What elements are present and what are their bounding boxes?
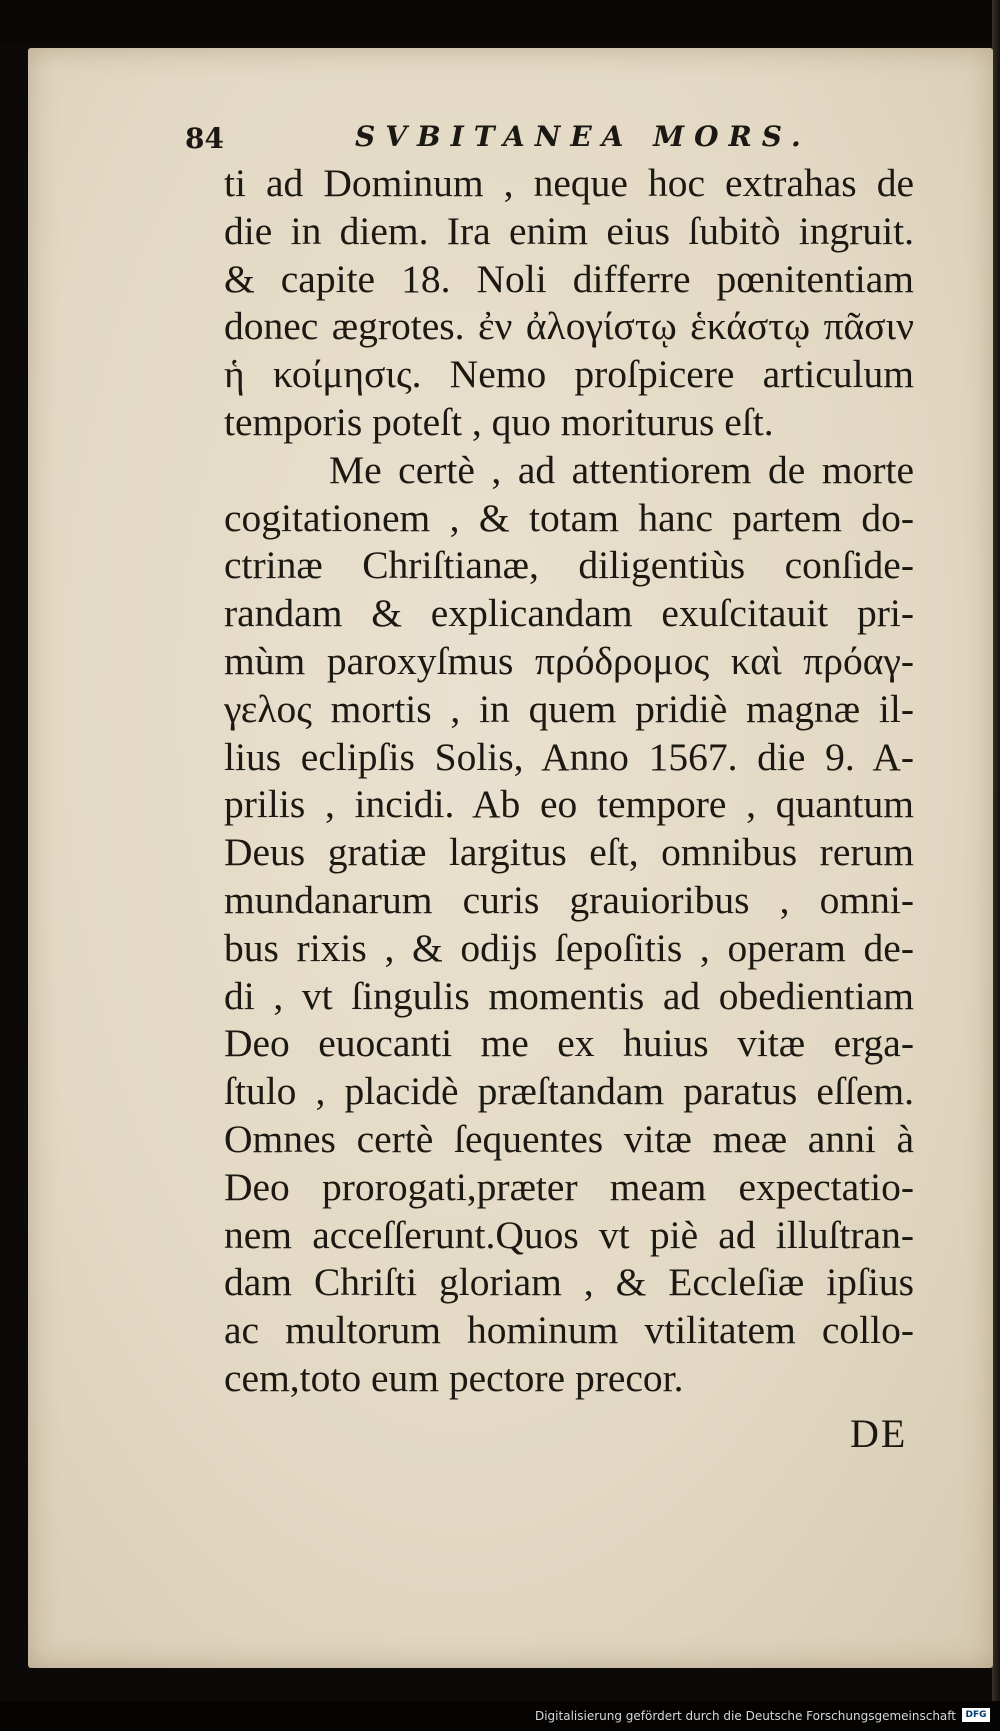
text-line: mundanarum curis grauioribus , omni-: [224, 877, 914, 922]
text-line: Deus gratiæ largitus eſt, omnibus rerum: [224, 830, 914, 875]
text-line: dam Chriſti gloriam , & Eccleſiæ ipſius: [224, 1260, 914, 1305]
text-line: lius eclipſis Solis, Anno 1567. die 9. A-: [224, 734, 914, 779]
text-line: prilis , incidi. Ab eo tempore , quantum: [224, 782, 914, 827]
scan-top-edge: [0, 0, 1000, 44]
text-line: & capite 18. Noli differre pœnitentiam: [224, 256, 914, 301]
catchword: DE: [850, 1411, 908, 1456]
digitization-credit: Digitalisierung gefördert durch die Deutsche Forschungsgemeinschaft: [534, 1709, 956, 1723]
text-line: γελος mortis , in quem pridiè magnæ il-: [224, 686, 914, 731]
text-line: cogitationem , & totam hanc partem do-: [224, 495, 914, 540]
text-line: ctrinæ Chriſtianæ, diligentiùs conſide-: [224, 543, 914, 588]
text-line: ti ad Dominum , neque hoc extrahas de: [224, 161, 914, 205]
text-line: di , vt ſingulis momentis ad obedientiam: [224, 973, 914, 1018]
text-line: ἡ κοίμησις. Nemo proſpicere articulum: [224, 352, 914, 397]
text-line: Omnes certè ſequentes vitæ meæ anni à: [224, 1116, 914, 1161]
text-line: Deo euocanti me ex huius vitæ erga-: [224, 1021, 914, 1066]
text-line: ſtulo , placidè præſtandam paratus eſſem.: [224, 1069, 914, 1114]
running-title: SVBITANEA MORS.: [355, 120, 811, 153]
text-line: die in diem. Ira enim eius ſubitò ingruit.: [224, 208, 914, 253]
text-line: nem acceſſerunt.Quos vt piè ad illuſtran-: [224, 1212, 914, 1257]
text-line: bus rixis , & odijs ſepoſitis , operam de-: [224, 925, 914, 970]
text-line: Me certè , ad attentiorem de morte: [329, 447, 914, 492]
folio-number: 84: [185, 122, 224, 155]
text-line: Deo prorogati,præter meam expectatio-: [224, 1164, 914, 1209]
page-header: [185, 120, 965, 160]
text-line: mùm paroxyſmus πρόδρομος καὶ πρόαγ-: [224, 638, 914, 683]
body-text: [224, 160, 914, 1403]
text-line: ac multorum hominum vtilitatem collo-: [224, 1308, 914, 1353]
text-line: cem,toto eum pectore precor.: [224, 1355, 684, 1400]
text-line: temporis poteſt , quo moriturus eſt.: [224, 399, 774, 444]
dfg-logo: DFG: [962, 1708, 990, 1722]
text-line: randam & explicandam exuſcitauit pri-: [224, 591, 914, 636]
scan-right-edge: [992, 0, 1000, 1731]
text-line: donec ægrotes. ἐν ἀλογίστῳ ἑκάστῳ πᾶσιν: [224, 304, 914, 349]
